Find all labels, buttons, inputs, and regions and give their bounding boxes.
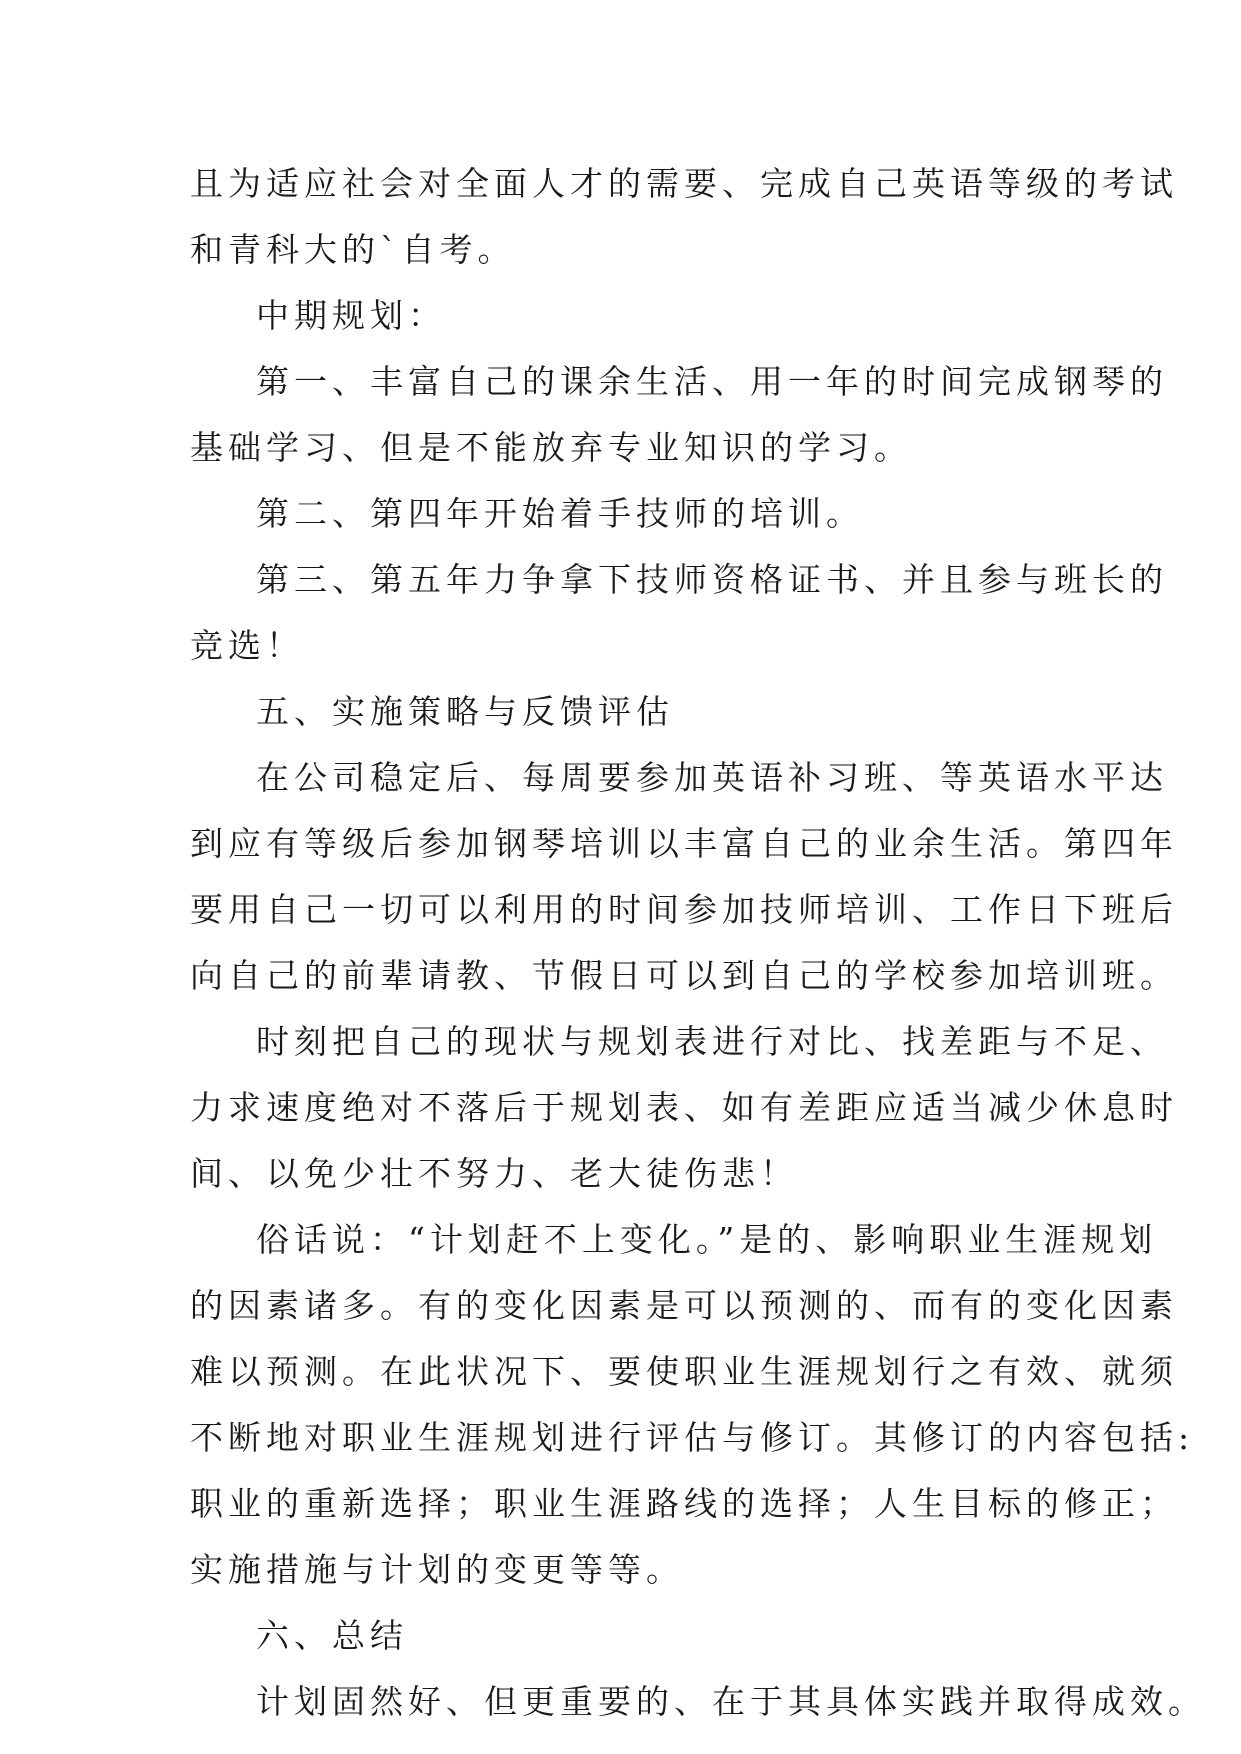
text-line: 第一、丰富自己的课余生活、用一年的时间完成钢琴的 (256, 362, 1168, 401)
text-line: 俗话说：“计划赶不上变化。”是的、影响职业生涯规划 (256, 1220, 1158, 1259)
text-line: 且为适应社会对全面人才的需要、完成自己英语等级的考试 (190, 164, 1178, 203)
text-line: 间、以免少壮不努力、老大徒伤悲！ (190, 1154, 798, 1193)
document-page (190, 156, 1206, 1740)
text-line: 的因素诸多。有的变化因素是可以预测的、而有的变化因素 (190, 1286, 1178, 1325)
text-line: 难以预测。在此状况下、要使职业生涯规划行之有效、就须 (190, 1352, 1178, 1391)
text-line: 到应有等级后参加钢琴培训以丰富自己的业余生活。第四年 (190, 824, 1178, 863)
text-line: 基础学习、但是不能放弃专业知识的学习。 (190, 428, 912, 467)
text-line: 在公司稳定后、每周要参加英语补习班、等英语水平达 (256, 758, 1168, 797)
text-line: 计划固然好、但更重要的、在于其具体实践并取得成效。 (256, 1682, 1206, 1721)
text-line: 和青科大的`自考。 (190, 230, 516, 269)
text-line: 向自己的前辈请教、节假日可以到自己的学校参加培训班。 (190, 956, 1178, 995)
section-heading-mid-term-plan: 中期规划： (256, 296, 446, 335)
text-line: 职业的重新选择；职业生涯路线的选择；人生目标的修正； (190, 1484, 1178, 1523)
text-line: 第三、第五年力争拿下技师资格证书、并且参与班长的 (256, 560, 1168, 599)
section-heading-strategy: 五、实施策略与反馈评估 (256, 692, 674, 731)
section-heading-summary: 六、总结 (256, 1616, 408, 1655)
text-line: 时刻把自己的现状与规划表进行对比、找差距与不足、 (256, 1022, 1168, 1061)
text-line: 要用自己一切可以利用的时间参加技师培训、工作日下班后 (190, 890, 1178, 929)
text-line: 力求速度绝对不落后于规划表、如有差距应适当减少休息时 (190, 1088, 1178, 1127)
text-line: 实施措施与计划的变更等等。 (190, 1550, 684, 1589)
text-line: 不断地对职业生涯规划进行评估与修订。其修订的内容包括: (190, 1418, 1195, 1457)
text-line: 竞选！ (190, 626, 304, 665)
text-line: 第二、第四年开始着手技师的培训。 (256, 494, 864, 533)
